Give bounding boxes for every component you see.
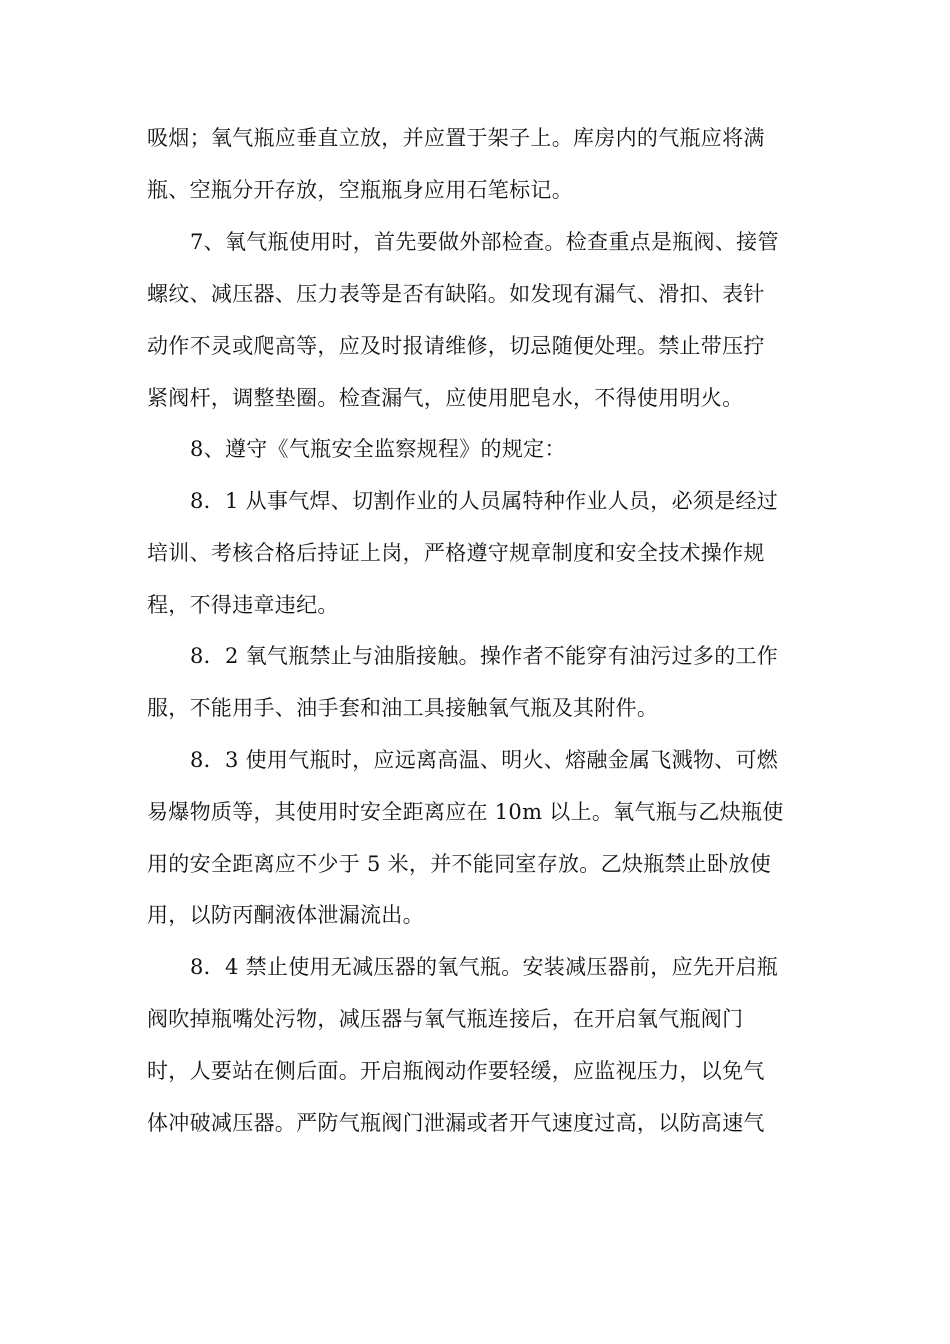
text-line: 7、氧气瓶使用时，首先要做外部检查。检查重点是瓶阀、接管 <box>190 230 779 254</box>
text-line: 8．2 氧气瓶禁止与油脂接触。操作者不能穿有油污过多的工作 <box>190 644 779 668</box>
text-line: 服，不能用手、油手套和油工具接触氧气瓶及其附件。 <box>147 696 659 720</box>
text-line: 吸烟；氧气瓶应垂直立放，并应置于架子上。库房内的气瓶应将满 <box>147 126 765 150</box>
text-line: 螺纹、减压器、压力表等是否有缺陷。如发现有漏气、滑扣、表针 <box>147 282 765 306</box>
text-line: 8、遵守《气瓶安全监察规程》的规定： <box>190 437 566 461</box>
text-line: 培训、考核合格后持证上岗，严格遵守规章制度和安全技术操作规 <box>147 541 765 565</box>
text-line: 动作不灵或爬高等，应及时报请维修，切忌随便处理。禁止带压拧 <box>147 334 765 358</box>
text-line: 体冲破减压器。严防气瓶阀门泄漏或者开气速度过高，以防高速气 <box>147 1111 765 1135</box>
text-line: 用的安全距离应不少于 5 米，并不能同室存放。乙炔瓶禁止卧放使 <box>147 852 772 876</box>
text-line: 紧阀杆，调整垫圈。检查漏气，应使用肥皂水，不得使用明火。 <box>147 386 744 410</box>
text-line: 程，不得违章违纪。 <box>147 593 339 617</box>
text-line: 时，人要站在侧后面。开启瓶阀动作要轻缓，应监视压力，以免气 <box>147 1059 765 1083</box>
text-line: 8．4 禁止使用无减压器的氧气瓶。安装减压器前，应先开启瓶 <box>190 955 779 979</box>
text-line: 瓶、空瓶分开存放，空瓶瓶身应用石笔标记。 <box>147 178 573 202</box>
text-line: 8．1 从事气焊、切割作业的人员属特种作业人员，必须是经过 <box>190 489 779 513</box>
text-line: 易爆物质等，其使用时安全距离应在 10m 以上。氧气瓶与乙炔瓶使 <box>147 800 784 824</box>
text-line: 阀吹掉瓶嘴处污物，减压器与氧气瓶连接后，在开启氧气瓶阀门 <box>147 1007 744 1031</box>
text-line: 8．3 使用气瓶时，应远离高温、明火、熔融金属飞溅物、可燃 <box>190 748 779 772</box>
text-line: 用，以防丙酮液体泄漏流出。 <box>147 903 424 927</box>
